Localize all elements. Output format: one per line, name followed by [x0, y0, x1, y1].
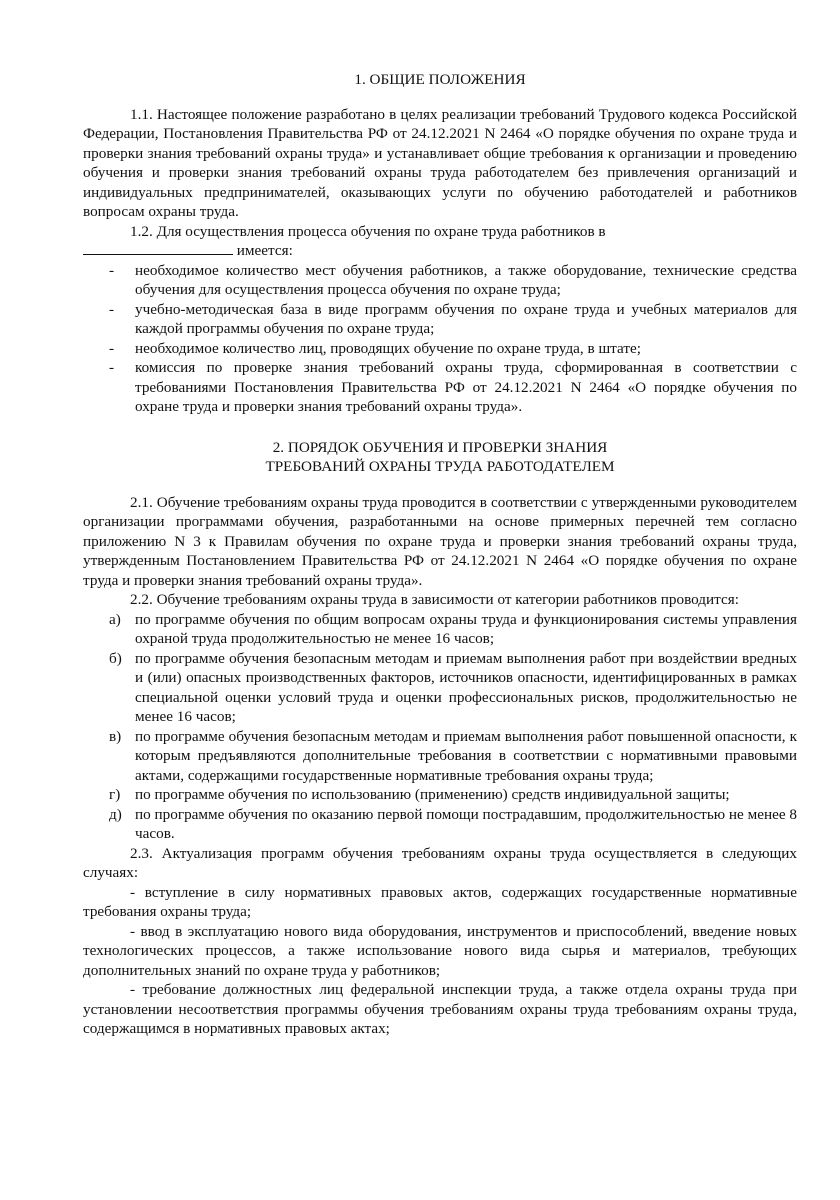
- list-item: - учебно-методическая база в виде программ обучения по охране труда и учебных материалов для каждой программы обучения по охране труда;: [109, 300, 797, 337]
- paragraph-1-2-start: 1.2. Для осуществления процесса обучения по охране труда работников в: [130, 222, 606, 240]
- list-item: б) по программе обучения безопасным методам и приемам выполнения работ при воздействии вредных и (или) опасных производственных факторов, источников опасности, идентифицированных в рамках специальной оценки условий труда и оценки профессиональных рисков, продолжительностью не менее 16 часов;: [109, 649, 797, 725]
- paragraph-1-2: [83, 222, 797, 242]
- section-2-title: [83, 438, 797, 477]
- list-marker: -: [109, 339, 115, 357]
- list-item: - необходимое количество мест обучения работников, а также оборудование, технические средства обучения для осуществления процесса обучения по охране труда;: [109, 261, 797, 298]
- case-item: - вступление в силу нормативных правовых актов, содержащих государственные нормативные требования охраны труда;: [83, 883, 797, 920]
- list-marker: д): [109, 805, 122, 823]
- list-item: - необходимое количество лиц, проводящих обучение по охране труда, в штате;: [109, 339, 641, 357]
- list-marker: -: [109, 261, 115, 279]
- paragraph-2-2: 2.2. Обучение требованиям охраны труда в зависимости от категории работников проводится:: [130, 591, 739, 608]
- paragraph-1-1: 1.1. Настоящее положение разработано в целях реализации требований Трудового кодекса Российской Федерации, Постановления Правительства РФ от 24.12.2021 N 2464 «О порядке обучения по охране труда и проверки знания требований охраны труда» и устанавливает общие требования к организации и проведению обучения и проверки знания требований охраны труда работодателем без привлечения организаций и индивидуальных предпринимателей, оказывающих услуги по обучению работодателей и работников вопросам охраны труда.: [83, 105, 797, 220]
- section-2-title-line1: 2. ПОРЯДОК ОБУЧЕНИЯ И ПРОВЕРКИ ЗНАНИЯ: [272, 438, 608, 456]
- case-item: - ввод в эксплуатацию нового вида оборудования, инструментов и приспособлений, введение новых технологических процессов, а также использование нового вида сырья и материалов, требующих дополнительных знаний по охране труда у работников;: [83, 922, 797, 979]
- blank-line: [83, 242, 233, 255]
- list-marker: -: [109, 300, 115, 318]
- paragraph-1-2-cont: [83, 241, 797, 261]
- list-item: в) по программе обучения безопасным методам и приемам выполнения работ повышенной опасности, к которым предъявляются дополнительные требования в соответствии с нормативными правовыми актами, содержащими государственные нормативные требования охраны труда;: [109, 727, 797, 784]
- paragraph-2-3: 2.3. Актуализация программ обучения требованиям охраны труда осуществляется в следующих случаях:: [83, 844, 797, 881]
- section-2-title-line2: ТРЕБОВАНИЙ ОХРАНЫ ТРУДА РАБОТОДАТЕЛЕМ: [265, 458, 615, 475]
- case-item: - требование должностных лиц федеральной инспекции труда, а также отдела охраны труда при установлении несоответствия программы обучения требованиям охраны труда требованиям охраны труда, содержащимся в нормативных правовых актах;: [83, 981, 797, 1037]
- section-1-title: 1. ОБЩИЕ ПОЛОЖЕНИЯ: [354, 71, 526, 88]
- list-item: - комиссия по проверке знания требований охраны труда, сформированная в соответствии с требованиями Постановления Правительства РФ от 24.12.2021 N 2464 «О порядке обучения по охране труда и проверки знания требований охраны труда».: [109, 359, 797, 415]
- list-marker: г): [109, 786, 121, 803]
- paragraph-1-2-end: имеется:: [233, 242, 293, 259]
- list-marker: в): [109, 727, 122, 745]
- list-item: д) по программе обучения по оказанию первой помощи пострадавшим, продолжительностью не менее 8 часов.: [109, 805, 797, 842]
- list-item: г) по программе обучения по использованию (применению) средств индивидуальной защиты;: [109, 786, 730, 803]
- list-item: а) по программе обучения по общим вопросам охраны труда и функционирования системы управления охраной труда продолжительностью не менее 16 часов;: [109, 610, 797, 647]
- list-marker: а): [109, 610, 121, 628]
- paragraph-2-1: 2.1. Обучение требованиям охраны труда проводится в соответствии с утвержденными руководителем организации программами обучения, разработанными на основе примерных перечней тем согласно приложению N 3 к Правилам обучения по охране труда и проверки знания требований охраны труда, утвержденным Постановлением Правительства РФ от 24.12.2021 N 2464 «О порядке обучения по охране труда и проверки знания требований охраны труда».: [83, 493, 797, 589]
- list-marker: -: [109, 359, 115, 376]
- list-marker: б): [109, 649, 122, 667]
